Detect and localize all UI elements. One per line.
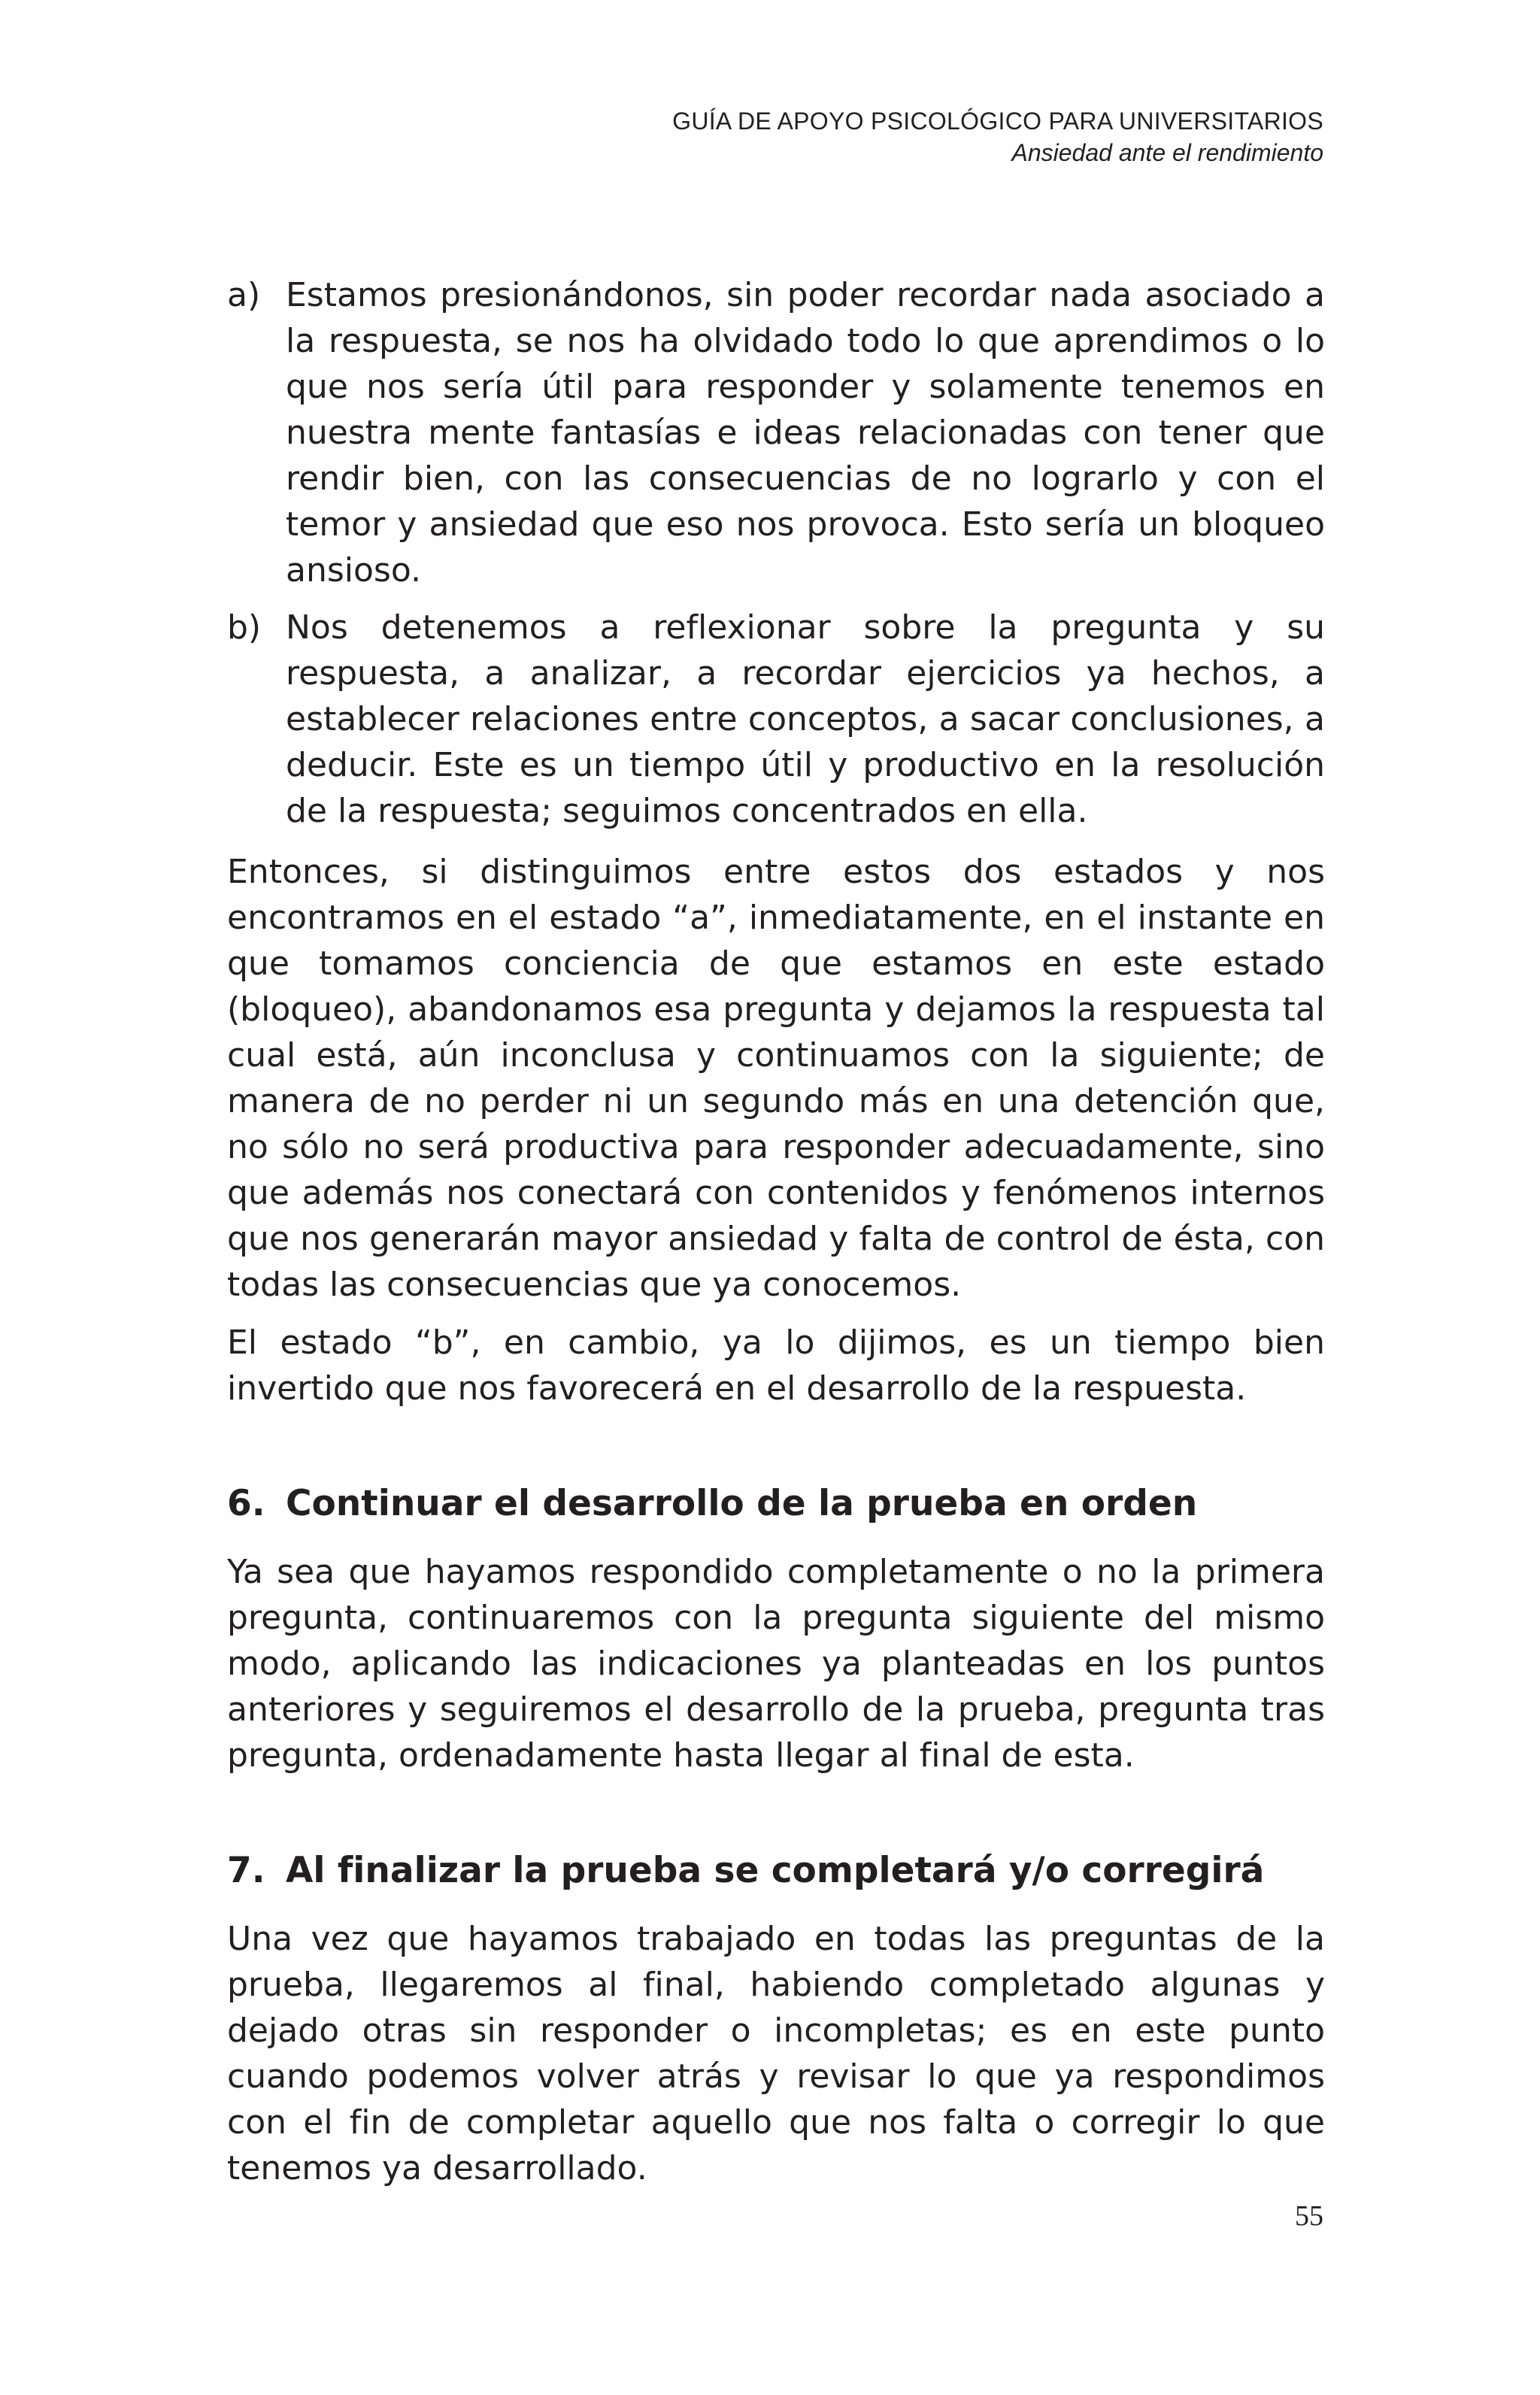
section-title: Al finalizar la prueba se completará y/o corregirá [286,1850,1265,1891]
list-item-a [227,272,1325,593]
section-heading-6 [227,1481,1325,1526]
page-number: 55 [1295,2200,1323,2232]
list-marker: a) [227,276,261,314]
section-heading-7 [227,1848,1325,1893]
section-paragraph: Ya sea que hayamos respondido completamente o no la primera pregunta, continuaremos con la pregunta siguiente del mismo modo, aplicando las indicaciones ya planteadas en los puntos anteriores y seguiremos el desarrollo de la prueba, pregunta tras pregunta, ordenadamente hasta llegar al final de esta. [227,1553,1325,1775]
list-marker: b) [227,608,262,647]
option-list [227,272,1325,834]
section-number: 7. [227,1850,265,1891]
list-item-text: Nos detenemos a reflexionar sobre la pregunta y su respuesta, a analizar, a recordar ejercicios ya hechos, a establecer relaciones entre conceptos, a sacar conclusiones, a deducir. Este es un tiempo útil y productivo en la resolución de la respuesta; seguimos concentrados en ella. [286,608,1325,830]
header-subtitle: Ansiedad ante el rendimiento [1011,139,1323,166]
list-item-text: Estamos presionándonos, sin poder recordar nada asociado a la respuesta, se nos ha olvidado todo lo que aprendimos o lo que nos sería útil para responder y solamente tenemos en nuestra mente fantasías e ideas relacionadas con tener que rendir bien, con las consecuencias de no lograrlo y con el temor y ansiedad que eso nos provoca. Esto sería un bloqueo ansioso. [286,276,1325,590]
section-paragraph: Una vez que hayamos trabajado en todas las preguntas de la prueba, llegaremos al final, habiendo completado algunas y dejado otras sin responder o incompletas; es en este punto cuando podemos volver atrás y revisar lo que ya respondimos con el fin de completar aquello que nos falta o corregir lo que tenemos ya desarrollado. [227,1920,1325,2187]
list-item-b [227,605,1325,834]
body-paragraph: El estado “b”, en cambio, ya lo dijimos, es un tiempo bien invertido que nos favorecerá en el desarrollo de la respuesta. [227,1323,1325,1408]
page-body [227,272,1325,2203]
header-title: GUÍA DE APOYO PSICOLÓGICO PARA UNIVERSITARIOS [672,108,1323,135]
section-number: 6. [227,1483,265,1524]
section-title: Continuar el desarrollo de la prueba en orden [286,1483,1198,1524]
running-header [421,105,1323,168]
body-paragraph: Entonces, si distinguimos entre estos dos estados y nos encontramos en el estado “a”, inmediatamente, en el instante en que tomamos conciencia de que estamos en este estado (bloqueo), abandonamos esa pregunta y dejamos la respuesta tal cual está, aún inconclusa y continuamos con la siguiente; de manera de no perder ni un segundo más en una detención que, no sólo no será productiva para responder adecuadamente, sino que además nos conectará con contenidos y fenómenos internos que nos generarán mayor ansiedad y falta de control de ésta, con todas las consecuencias que ya conocemos. [227,853,1325,1304]
